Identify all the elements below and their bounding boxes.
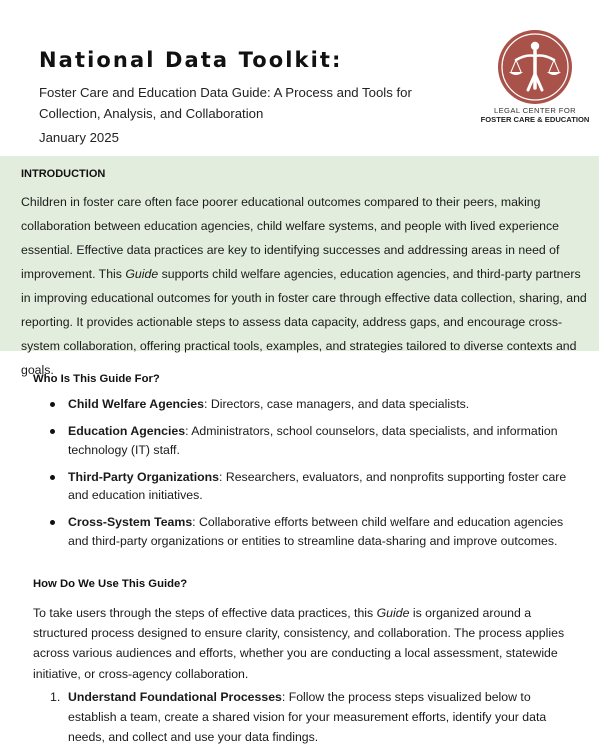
- audience-term: Education Agencies: [68, 424, 186, 439]
- step-description: : Follow the process steps visualized below to establish a team, create a shared vision for your measurement efforts, identify your data needs, and collect and use your data findings.: [68, 690, 547, 744]
- how-guide-emphasis: Guide: [376, 606, 410, 620]
- how-text-part1: To take users through the steps of effective data practices, this: [33, 606, 377, 620]
- introduction-section: [0, 156, 599, 377]
- audience-term: Child Welfare Agencies: [68, 397, 204, 411]
- step-number: 1.: [50, 690, 61, 704]
- document-title: National Data Toolkit:: [39, 48, 343, 72]
- how-text-part2: is organized around a structured process designed to ensure clarity, consistency, and collaboration. The process applies across various audiences and efforts, whether you are conducting a local assessment, statewide initiative, or cross-agency collaboration.: [33, 606, 565, 681]
- audience-item: [50, 513, 580, 550]
- audience-description: : Researchers, evaluators, and nonprofits supporting foster care and education initiatives.: [68, 469, 567, 503]
- introduction-paragraph: [21, 190, 591, 382]
- intro-text-part2: supports child welfare agencies, education agencies, and third-party partners in improving educational outcomes for youth in foster care through effective data collection, sharing, and reporting. It provides actionable steps to assess data capacity, address gaps, and encourage cross-system collaboration, offering practical tools, examples, and strategies tailored to diverse contexts and goals.: [21, 267, 587, 377]
- bullet-dot-icon: [50, 520, 55, 525]
- audience-list: [50, 395, 580, 559]
- bullet-dot-icon: [50, 429, 55, 434]
- audience-item: [50, 422, 580, 459]
- logo-text-line1: LEGAL CENTER FOR: [493, 106, 577, 115]
- audience-description: : Administrators, school counselors, data specialists, and information technology (IT) staff.: [68, 424, 558, 457]
- how-paragraph: [33, 603, 578, 684]
- who-section-heading: Who Is This Guide For?: [33, 373, 160, 385]
- how-section-heading: How Do We Use This Guide?: [33, 578, 188, 590]
- document-subtitle: Foster Care and Education Data Guide: A Process and Tools for Collection, Analysis, and Collaboration: [39, 85, 412, 121]
- logo-text-line2: FOSTER CARE & EDUCATION: [480, 115, 590, 124]
- audience-term: Third-Party Organizations: [68, 469, 219, 484]
- bullet-dot-icon: [50, 475, 55, 480]
- scales-of-justice-figure-icon: [498, 30, 572, 104]
- audience-item: [50, 395, 580, 414]
- step-term: Understand Foundational Processes: [68, 690, 282, 704]
- bullet-dot-icon: [50, 402, 55, 407]
- audience-description: : Directors, case managers, and data specialists.: [204, 397, 470, 411]
- audience-term: Cross-System Teams: [68, 515, 193, 530]
- document-header: [0, 0, 599, 156]
- introduction-heading: INTRODUCTION: [21, 168, 106, 180]
- intro-guide-emphasis: Guide: [125, 267, 159, 281]
- audience-item: [50, 468, 580, 505]
- organization-logo: [478, 30, 599, 130]
- audience-description: : Collaborative efforts between child welfare and education agencies and third-party organizations or entities to streamline data-sharing and improve outcomes.: [68, 515, 564, 549]
- step-item: [50, 688, 580, 747]
- publication-date: January 2025: [39, 130, 119, 145]
- steps-list: [50, 688, 580, 747]
- intro-text-part1: Children in foster care often face poorer educational outcomes compared to their peers, making collaboration between education agencies, child welfare systems, and people with lived experience essential. Effective data practices are key to identifying successes and addressing areas in need of improvement. This: [21, 195, 560, 281]
